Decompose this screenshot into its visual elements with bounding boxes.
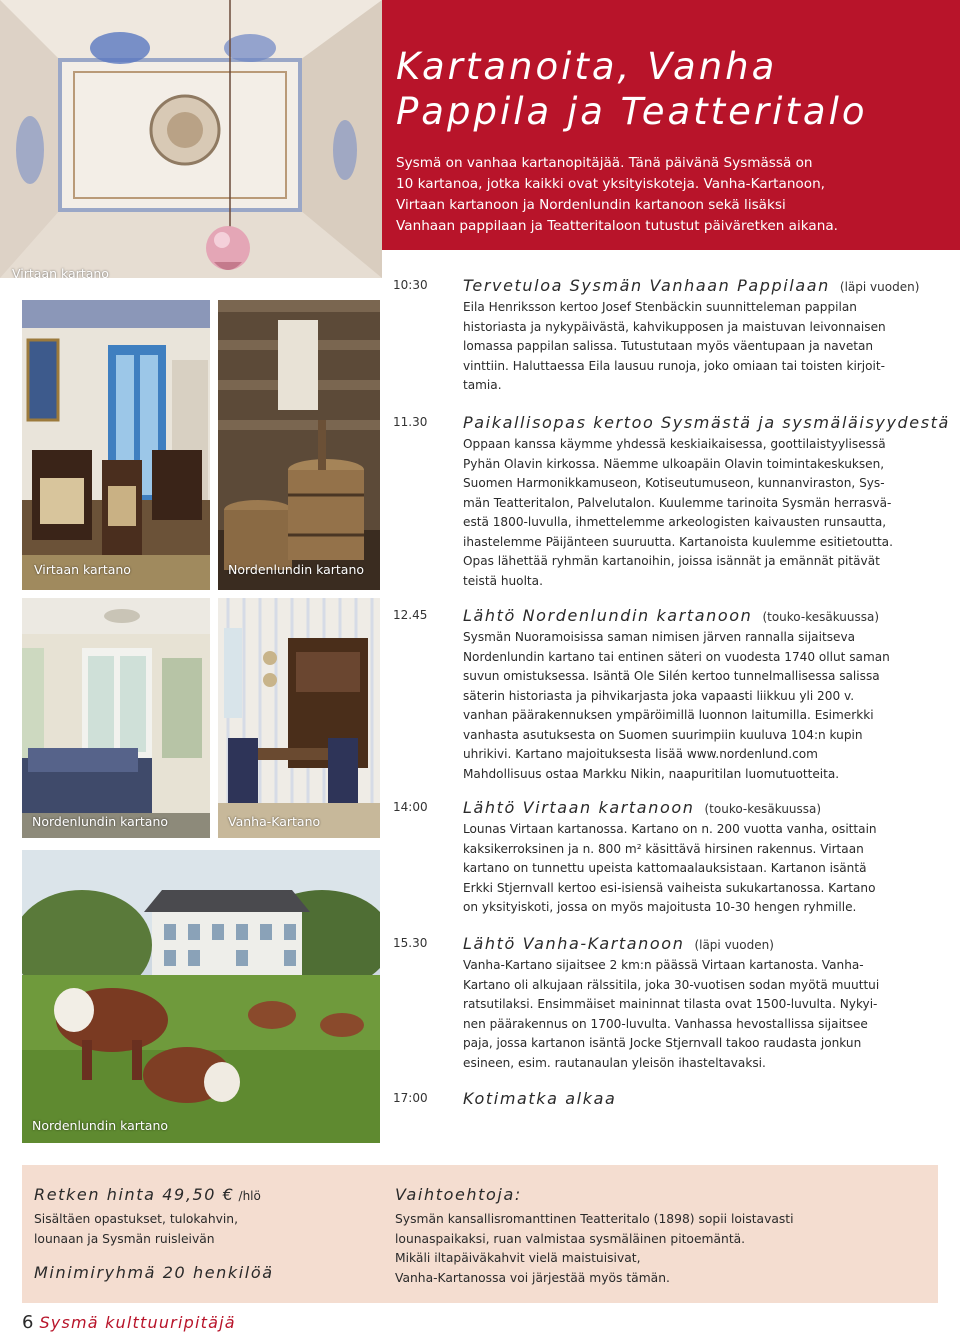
- photo-cows: [22, 850, 380, 1143]
- photo-caption: Virtaan kartano: [12, 266, 109, 278]
- entry-title: Lähtö Nordenlundin kartanoon: [463, 606, 753, 625]
- entry-description: Eila Henriksson kertoo Josef Stenbäckin suunnitteleman pappilan historiasta ja nykypäivästä, kahvikupposen ja maistuvan leivonnaisen lomassa pappilan salissa. Tutustutaan myös väentupaan ja navetan vinttiin. Haluttaessa Eila lausuu runoja, joko omiaan tai toisten kirjoit- tamia.: [463, 300, 886, 392]
- minimum-group-size: Minimiryhmä 20 henkilöä: [34, 1263, 274, 1282]
- entry-time: 14:00: [393, 800, 428, 814]
- entry-title: Paikallisopas kertoo Sysmästä ja sysmäläisyydestä: [463, 413, 950, 432]
- entry-time: 12.45: [393, 608, 428, 622]
- photo-caption: Nordenlundin kartano: [32, 1118, 169, 1133]
- entry-title: Lähtö Virtaan kartanoon: [463, 798, 695, 817]
- photo-barrels: [218, 300, 380, 590]
- page-title: Kartanoita, Vanha Pappila ja Teatteritalo: [396, 45, 868, 133]
- entry-title: Tervetuloa Sysmän Vanhaan Pappilaan: [463, 276, 830, 295]
- photo-caption: Virtaan kartano: [34, 562, 131, 577]
- entry-note: (läpi vuoden): [694, 938, 774, 952]
- per-person-label: /hlö: [238, 1189, 261, 1203]
- photo-dining: [218, 598, 380, 838]
- page-footer: [22, 1312, 236, 1333]
- photo-caption: Vanha-Kartano: [228, 814, 321, 829]
- entry-note: (läpi vuoden): [839, 280, 920, 294]
- entry-time: 15.30: [393, 936, 428, 950]
- photo-caption: Nordenlundin kartano: [228, 562, 365, 577]
- entry-time: 17:00: [393, 1091, 428, 1105]
- entry-time: 10:30: [393, 278, 428, 292]
- photo-salon: [22, 300, 210, 590]
- intro-paragraph: Sysmä on vanhaa kartanopitäjää. Tänä päivänä Sysmässä on 10 kartanoa, jotka kaikki ovat yksityiskoteja. Vanha-Kartanoon, Virtaan kartanoon ja Nordenlundin kartanoon sekä lisäksi Vanhaan pappilaan ja Teatteritaloon tutustut päiväretken aikana.: [396, 155, 838, 234]
- photo-living-room: [22, 598, 210, 838]
- entry-description: Oppaan kanssa käymme yhdessä keskiaikaisessa, goottilaistyylisessä Pyhän Olavin kirkossa. Näemme ulkoapäin Olavin toimintakeskuksen, Suomen Harmonikkamuseon, Kotiseutumuseon, kunnanviraston, Sys- män Teatteritalon, Palvelutalon. Kuulemme tarinoita Sysmän herrasvä- estä 1800-luvulla, ihmettelemme arkeologisten kaivausten runsautta, ihastelemme Päijänteen suuruutta. Kartanoista kuulemme esitietoutta. Opas lähettää ryhmän kartanoihin, joissa isännät ja emännät pitävät teistä huolta.: [463, 437, 893, 588]
- alternatives-title: Vaihtoehtoja:: [395, 1185, 522, 1204]
- included-list: Sisältäen opastukset, tulokahvin, lounaan ja Sysmän ruisleivän: [34, 1212, 239, 1246]
- photo-caption: Nordenlundin kartano: [32, 814, 169, 829]
- alternatives-list: Sysmän kansallisromanttinen Teatteritalo (1898) sopii loistavasti lounaspaikaksi, ruan valmistaa sysmäläinen pitoemäntä. Mikäli iltapäiväkahvit vielä maistuisivat, Vanha-Kartanossa voi järjestää myös tämän.: [395, 1212, 794, 1285]
- entry-description: Lounas Virtaan kartanossa. Kartano on n. 200 vuotta vanha, osittain kaksikerroksinen ja n. 800 m² käsittävä hirsinen rakennus. Virtaan kartano on tunnettu upeista kattomaalauksistaan. Kartanon isäntä Erkki Stjernvall kertoo esi-isiensä vaiheista sukukartanossa. Kartano on yksityiskoti, jossa on myös majoitusta 10-30 hengen ryhmille.: [463, 822, 877, 914]
- entry-title: Lähtö Vanha-Kartanoon: [463, 934, 685, 953]
- entry-note: (touko-kesäkuussa): [704, 802, 822, 816]
- entry-time: 11.30: [393, 415, 428, 429]
- entry-note: (touko-kesäkuussa): [762, 610, 880, 624]
- price-title: Retken hinta 49,50 €: [34, 1185, 235, 1204]
- price-box: [22, 1165, 938, 1303]
- publication-name: Sysmä kulttuuripitäjä: [39, 1313, 236, 1332]
- entry-title: Kotimatka alkaa: [463, 1089, 617, 1108]
- entry-description: Vanha-Kartano sijaitsee 2 km:n päässä Virtaan kartanosta. Vanha- Kartano oli alkujaan rälssitila, joka 30-vuotisen sodan myötä muuttui ratsutilaksi. Ensimmäiset maininnat tilasta ovat 1500-luvulta. Nykyi- nen päärakennus on 1700-luvulta. Vanhassa hevostallissa sijaitsee paja, jossa kartanon isäntä Jocke Stjernvall takoo raudasta jonkun esineen, esim. rautanaulan yleisön ihasteltavaksi.: [463, 958, 880, 1070]
- page-number: 6: [22, 1312, 34, 1333]
- entry-description: Sysmän Nuoramoisissa saman nimisen järven rannalla sijaitseva Nordenlundin kartano tai entinen säteri on vuodesta 1740 ollut saman suvun omistuksessa. Isäntä Ole Silén kertoo tunnelmallisessa salissa säterin historiasta ja pihvikarjasta joka vapaasti liikkuu yli 200 v. vanhan päärakennuksen ympäröimillä luonnon laitumilla. Esimerkki vanhasta asutuksesta on Suomen suurimpiin kuuluva 104:n kupin uhrikivi. Kartano majoituksesta lisää www.nordenlund.com Mahdollisuus ostaa Markku Nikin, naapuritilan luomutuotteita.: [463, 630, 890, 781]
- photo-ceiling: [0, 0, 382, 278]
